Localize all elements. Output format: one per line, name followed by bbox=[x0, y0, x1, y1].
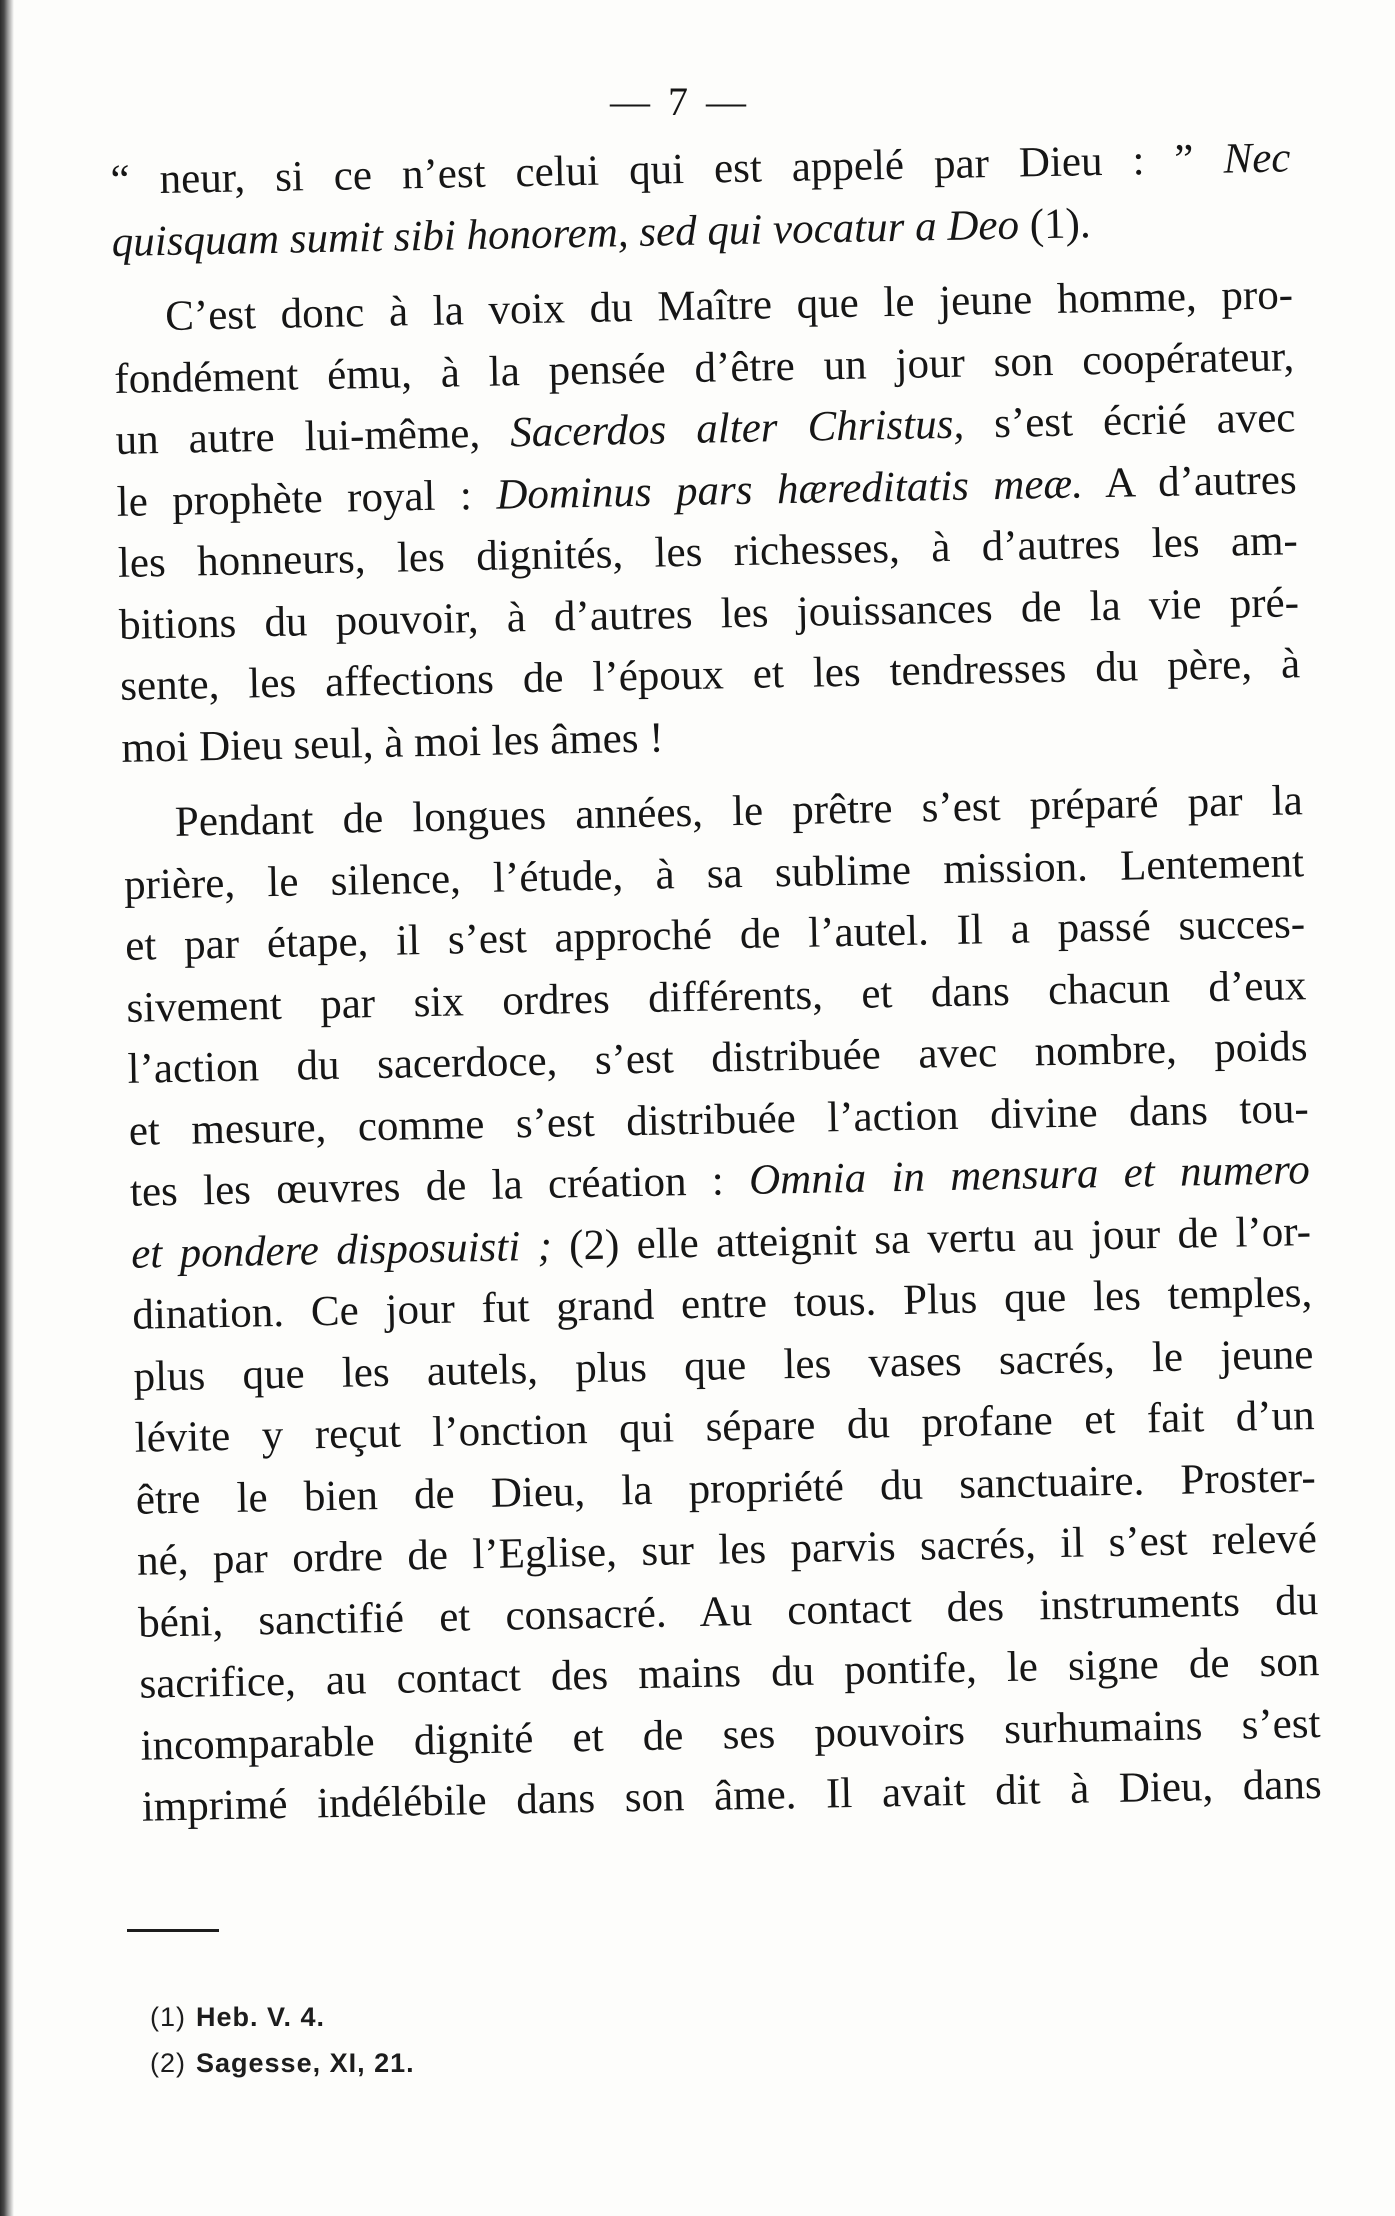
footnote-divider bbox=[127, 1929, 219, 1932]
latin-quote: quisquam sumit sibi honorem, sed qui vocatur a Deo bbox=[111, 201, 1020, 266]
text-line: le prophète royal : Dominus pars hæreditatis meæ. A d’autres bbox=[116, 455, 1297, 526]
text-line: né, par ordre de l’Eglise, sur les parvis sacrés, il s’est relevé bbox=[136, 1515, 1318, 1585]
text-line: être le bien de Dieu, la propriété du sanctuaire. Proster- bbox=[135, 1453, 1317, 1524]
body-text bbox=[110, 127, 1322, 1838]
text-line: bitions du pouvoir, à d’autres les jouissances de la vie pré- bbox=[118, 578, 1300, 649]
text-line: et mesure, comme s’est distribuée l’action divine dans tou- bbox=[128, 1084, 1310, 1155]
text-line: “ neur, si ce n’est celui qui est appelé par Dieu : ” Nec bbox=[110, 134, 1291, 204]
text-line: prière, le silence, l’étude, à sa sublime mission. Lentement bbox=[123, 838, 1305, 909]
text-line: tes les œuvres de la création : Omnia in mensura et numero bbox=[129, 1146, 1311, 1216]
text-line: et par étape, il s’est approché de l’autel. Il a passé succes- bbox=[124, 900, 1306, 970]
footnote-text: Heb. V. 4. bbox=[196, 2002, 326, 2032]
latin-quote: Omnia in mensura et numero bbox=[748, 1146, 1311, 1204]
text-line: un autre lui-même, Sacerdos alter Christus, s’est écrié avec bbox=[115, 394, 1296, 464]
text-line: moi Dieu seul, à moi les âmes ! bbox=[121, 713, 665, 772]
page-binding-edge bbox=[0, 0, 14, 2216]
text-line: dination. Ce jour fut grand entre tous. Plus que les temples, bbox=[131, 1269, 1313, 1339]
text-line: fondément ému, à la pensée d’être un jour son coopérateur, bbox=[113, 332, 1295, 403]
page-number: — 7 — bbox=[610, 79, 750, 124]
footnote-mark: (1) bbox=[150, 2002, 186, 2032]
text-line: imprimé indélébile dans son âme. Il avait dit à Dieu, dans bbox=[141, 1761, 1323, 1831]
latin-quote: et pondere disposuisti ; bbox=[130, 1222, 553, 1278]
text-line: incomparable dignité et de ses pouvoirs surhumains s’est bbox=[140, 1699, 1321, 1770]
text-line: sacrifice, au contact des mains du pontife, le signe de son bbox=[139, 1638, 1320, 1708]
text-line: béni, sanctifié et consacré. Au contact des instruments du bbox=[137, 1576, 1319, 1647]
latin-quote: Nec bbox=[1223, 134, 1291, 183]
footnote bbox=[150, 2040, 415, 2086]
footnote-text: Sagesse, XI, 21. bbox=[196, 2048, 415, 2078]
text-line: lévite y reçut l’onction qui sépare du profane et fait d’un bbox=[134, 1392, 1315, 1462]
text-line: sivement par six ordres différents, et dans chacun d’eux bbox=[126, 961, 1307, 1032]
text-line: l’action du sacerdoce, s’est distribuée avec nombre, poids bbox=[127, 1023, 1308, 1093]
footnote bbox=[150, 1994, 415, 2040]
latin-quote: Dominus pars hæreditatis meæ. bbox=[495, 459, 1084, 519]
text-line: C’est donc à la voix du Maître que le jeune homme, pro- bbox=[164, 271, 1294, 340]
latin-quote: Sacerdos alter Christus, bbox=[509, 400, 965, 457]
text-line: sente, les affections de l’époux et les tendresses du père, à bbox=[119, 640, 1301, 710]
text-line: et pondere disposuisti ; (2) elle atteignit sa vertu au jour de l’or- bbox=[130, 1207, 1312, 1278]
text-line: quisquam sumit sibi honorem, sed qui vocatur a Deo (1). bbox=[111, 199, 1092, 266]
footnote-mark: (2) bbox=[150, 2048, 186, 2078]
text-line: plus que les autels, plus que les vases sacrés, le jeune bbox=[133, 1330, 1314, 1401]
footnotes bbox=[150, 1994, 415, 2086]
text-line: Pendant de longues années, le prêtre s’est préparé par la bbox=[174, 777, 1304, 846]
text-line: les honneurs, les dignités, les richesses, à d’autres les am- bbox=[117, 517, 1299, 587]
